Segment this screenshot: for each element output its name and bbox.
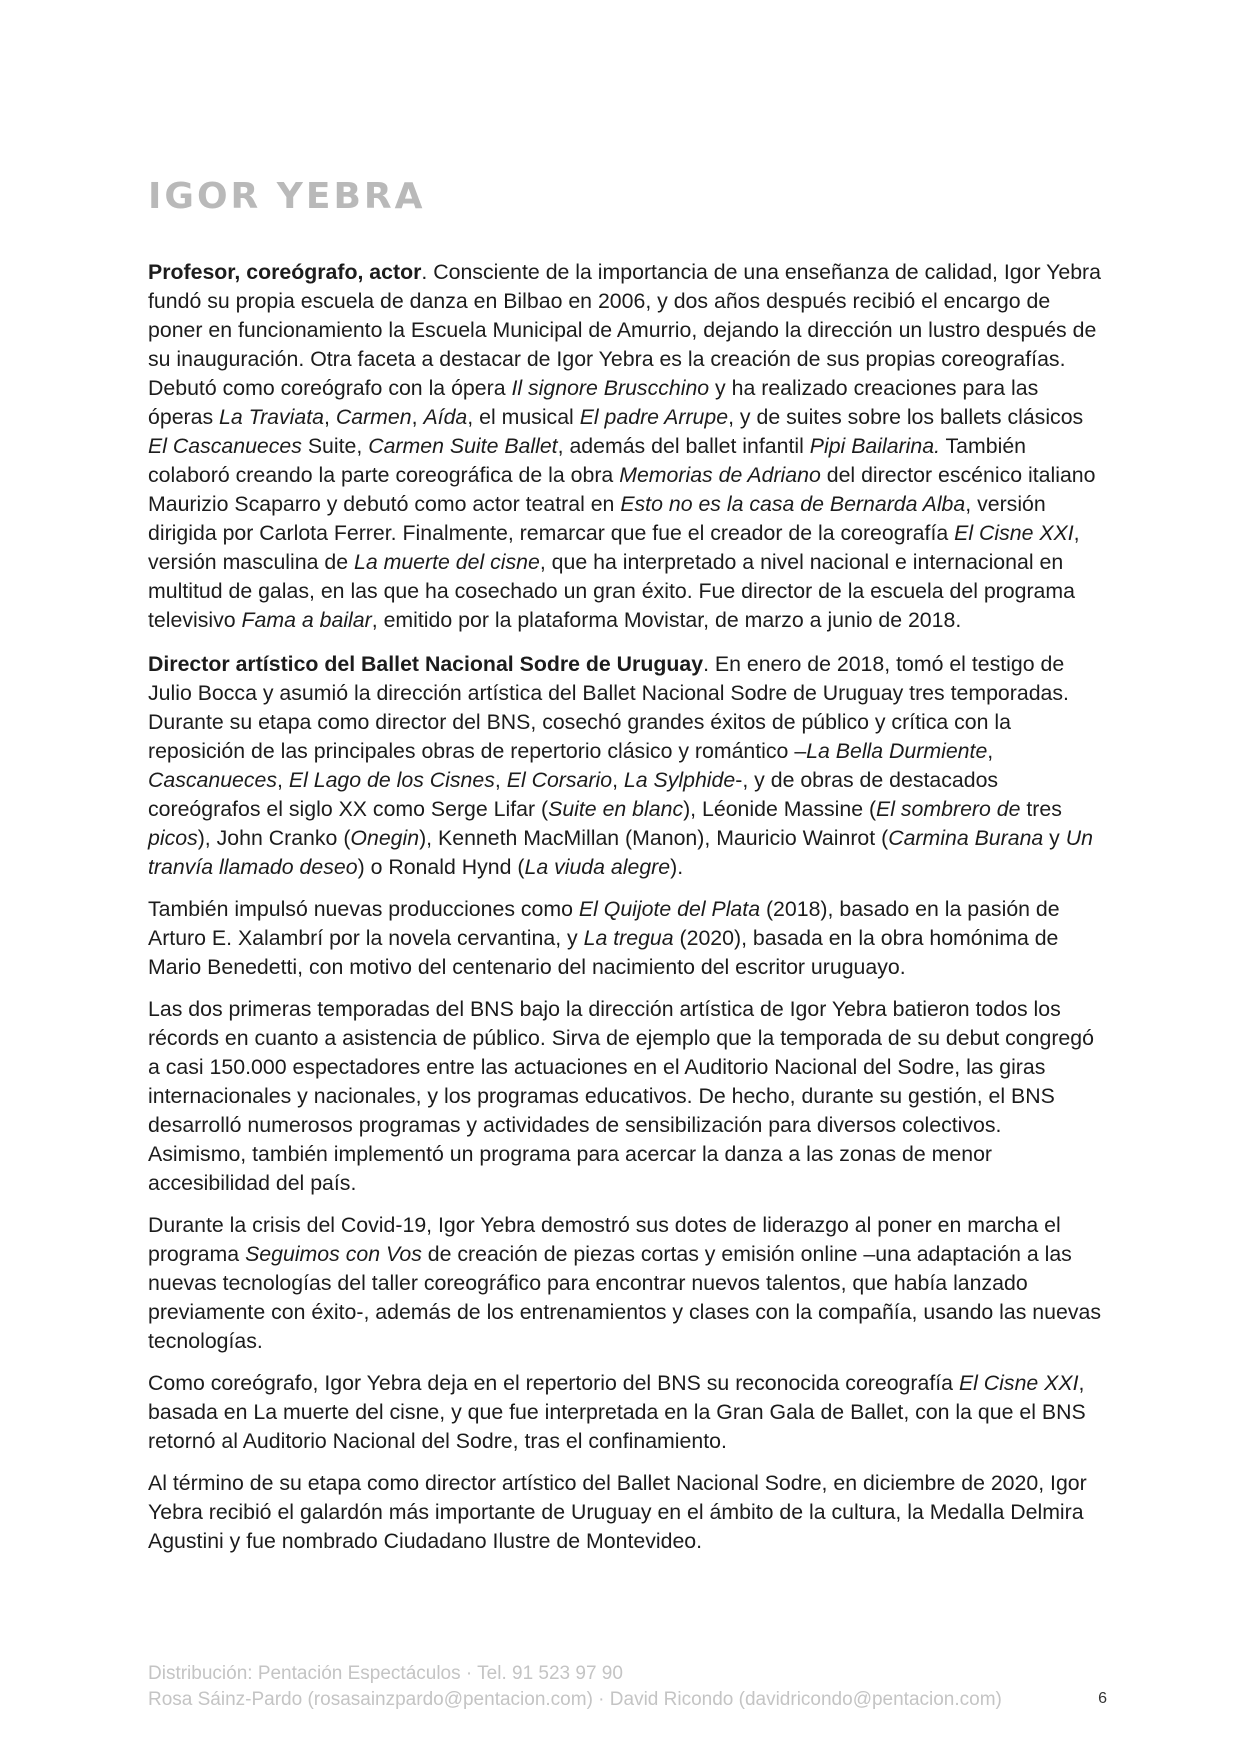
body-paragraph <box>148 1469 1103 1556</box>
text-run: del director escénico italiano Maurizio Scaparro y debutó como actor teatral en <box>148 463 1096 516</box>
italic-title: Suite en blanc <box>548 797 684 821</box>
text-run: y <box>1043 826 1066 850</box>
text-run: , basada en La muerte del cisne, y que fue interpretada en la Gran Gala de Ballet, con la que el BNS retornó al Auditorio Nacional del Sodre, tras el confinamiento. <box>148 1371 1086 1453</box>
text-run: , versión masculina de <box>148 521 1080 574</box>
document-body <box>148 258 1103 1569</box>
text-run: Las dos primeras temporadas del BNS bajo la dirección artística de Igor Yebra batieron todos los récords en cuanto a asistencia de público. Sirva de ejemplo que la temporada de su debut congregó a casi 150.000 espectadores entre las actuaciones en el Auditorio Nacional del Sodre, las giras internacionales y nacionales, y los programas educativos. De hecho, durante su gestión, el BNS desarrolló numerosos programas y actividades de sensibilización para diversos colectivos. Asimismo, también implementó un programa para acercar la danza a las zonas de menor accesibilidad del país. <box>148 997 1094 1195</box>
italic-title: Carmen <box>335 405 412 429</box>
text-run: Durante la crisis del Covid-19, Igor Yebra demostró sus dotes de liderazgo al poner en marcha el programa <box>148 1213 1061 1266</box>
text-run: (2018), basado en la pasión de Arturo E. Xalambrí por la novela cervantina, y <box>148 897 1060 950</box>
text-run: , <box>494 768 507 792</box>
italic-title: Memorias de Adriano <box>619 463 821 487</box>
italic-title: La Bella Durmiente <box>806 739 988 763</box>
text-run: , <box>411 405 424 429</box>
text-run: Suite, <box>301 434 369 458</box>
paragraph-lead: Director artístico del Ballet Nacional Sodre de Uruguay <box>148 652 704 676</box>
text-run: ), Léonide Massine ( <box>683 797 877 821</box>
text-run: ) o Ronald Hynd ( <box>357 855 525 879</box>
italic-title: El Corsario <box>506 768 613 792</box>
italic-title: El Cisne XXI <box>954 521 1074 545</box>
italic-title: Onegin <box>350 826 420 850</box>
italic-title: Seguimos con Vos <box>245 1242 422 1266</box>
italic-title: La Traviata <box>219 405 325 429</box>
text-run: También impulsó nuevas producciones como <box>148 897 579 921</box>
italic-title: Un tranvía llamado deseo <box>148 826 1093 879</box>
italic-title: El Cascanueces <box>148 434 302 458</box>
body-paragraph <box>148 995 1103 1198</box>
body-paragraph <box>148 258 1103 635</box>
italic-title: Carmina Burana <box>888 826 1044 850</box>
text-run: , además del ballet infantil <box>557 434 810 458</box>
footer-contacts: Rosa Sáinz-Pardo (rosasainzpardo@pentacion.com) · David Ricondo (davidricondo@pentacion.com) <box>148 1689 1002 1710</box>
italic-title: Esto no es la casa de Bernarda Alba <box>620 492 966 516</box>
italic-title: El Quijote del Plata <box>578 897 761 921</box>
italic-title: La muerte del cisne <box>353 550 540 574</box>
text-run: , <box>324 405 336 429</box>
italic-title: Fama a bailar <box>241 608 372 632</box>
italic-title: Pipi Bailarina. <box>809 434 940 458</box>
italic-title: Aída <box>423 405 468 429</box>
text-run: (2020), basada en la obra homónima de Mario Benedetti, con motivo del centenario del nacimiento del escritor uruguayo. <box>148 926 1059 979</box>
body-paragraph <box>148 1211 1103 1356</box>
italic-title: La viuda alegre <box>524 855 671 879</box>
footer <box>148 1661 1002 1713</box>
italic-title: El Cisne XXI <box>958 1371 1079 1395</box>
italic-title: El sombrero de <box>876 797 1021 821</box>
body-paragraph <box>148 650 1103 882</box>
text-run: , <box>987 739 994 763</box>
italic-title: La tregua <box>583 926 674 950</box>
text-run: , y de suites sobre los ballets clásicos <box>728 405 1084 429</box>
footer-distribution: Distribución: Pentación Espectáculos · Tel. 91 523 97 90 <box>148 1663 623 1684</box>
text-run: de creación de piezas cortas y emisión online –una adaptación a las nuevas tecnologías del taller coreográfico para encontrar nuevos talentos, que había lanzado previamente con éxito-, además de los entrenamientos y clases con la compañía, usando las nuevas tecnologías. <box>148 1242 1101 1353</box>
italic-title: El Lago de los Cisnes <box>288 768 495 792</box>
page-title: IGOR YEBRA <box>148 176 426 217</box>
italic-title: picos <box>148 826 198 850</box>
text-run: , <box>612 768 624 792</box>
text-run: . Consciente de la importancia de una enseñanza de calidad, Igor Yebra fundó su propia escuela de danza en Bilbao en 2006, y dos años después recibió el encargo de poner en funcionamiento la Escuela Municipal de Amurrio, dejando la dirección un lustro después de su inauguración. Otra faceta a destacar de Igor Yebra es la creación de sus propias coreografías. Debutó como coreógrafo con la ópera <box>148 260 1101 400</box>
italic-title: La Sylphide <box>623 768 736 792</box>
text-run: Al término de su etapa como director artístico del Ballet Nacional Sodre, en diciembre de 2020, Igor Yebra recibió el galardón más importante de Uruguay en el ámbito de la cultura, la Medalla Delmira Agustini y fue nombrado Ciudadano Ilustre de Montevideo. <box>148 1471 1087 1553</box>
italic-title: El padre Arrupe <box>579 405 729 429</box>
text-run: . En enero de 2018, tomó el testigo de Julio Bocca y asumió la dirección artística del Ballet Nacional Sodre de Uruguay tres temporadas. Durante su etapa como director del BNS, cosechó grandes éxitos de público y crítica con la reposición de las principales obras de repertorio clásico y romántico – <box>148 652 1069 763</box>
text-run: ), Kenneth MacMillan (Manon), Mauricio Wainrot ( <box>419 826 889 850</box>
body-paragraph <box>148 1369 1103 1456</box>
text-run: -, y de obras de destacados coreógrafos el siglo XX como Serge Lifar ( <box>148 768 999 821</box>
paragraph-lead: Profesor, coreógrafo, actor <box>148 260 422 284</box>
text-run: tres <box>1020 797 1062 821</box>
text-run: , el musical <box>467 405 580 429</box>
text-run: Como coreógrafo, Igor Yebra deja en el repertorio del BNS su reconocida coreografía <box>148 1371 959 1395</box>
italic-title: Il signore Bruscchino <box>511 376 710 400</box>
page-number: 6 <box>1098 1690 1107 1707</box>
body-paragraph <box>148 895 1103 982</box>
text-run: , que ha interpretado a nivel nacional e internacional en multitud de galas, en las que ha cosechado un gran éxito. Fue director de la escuela del programa televisivo <box>148 550 1075 632</box>
text-run: y ha realizado creaciones para las óperas <box>148 376 1039 429</box>
text-run: ). <box>670 855 684 879</box>
text-run: , <box>277 768 289 792</box>
text-run: También colaboró creando la parte coreográfica de la obra <box>148 434 1027 487</box>
text-run: , versión dirigida por Carlota Ferrer. Finalmente, remarcar que fue el creador de la coreografía <box>148 492 1046 545</box>
italic-title: Cascanueces <box>148 768 278 792</box>
text-run: ), John Cranko ( <box>197 826 351 850</box>
italic-title: Carmen Suite Ballet <box>368 434 558 458</box>
text-run: , emitido por la plataforma Movistar, de marzo a junio de 2018. <box>371 608 962 632</box>
